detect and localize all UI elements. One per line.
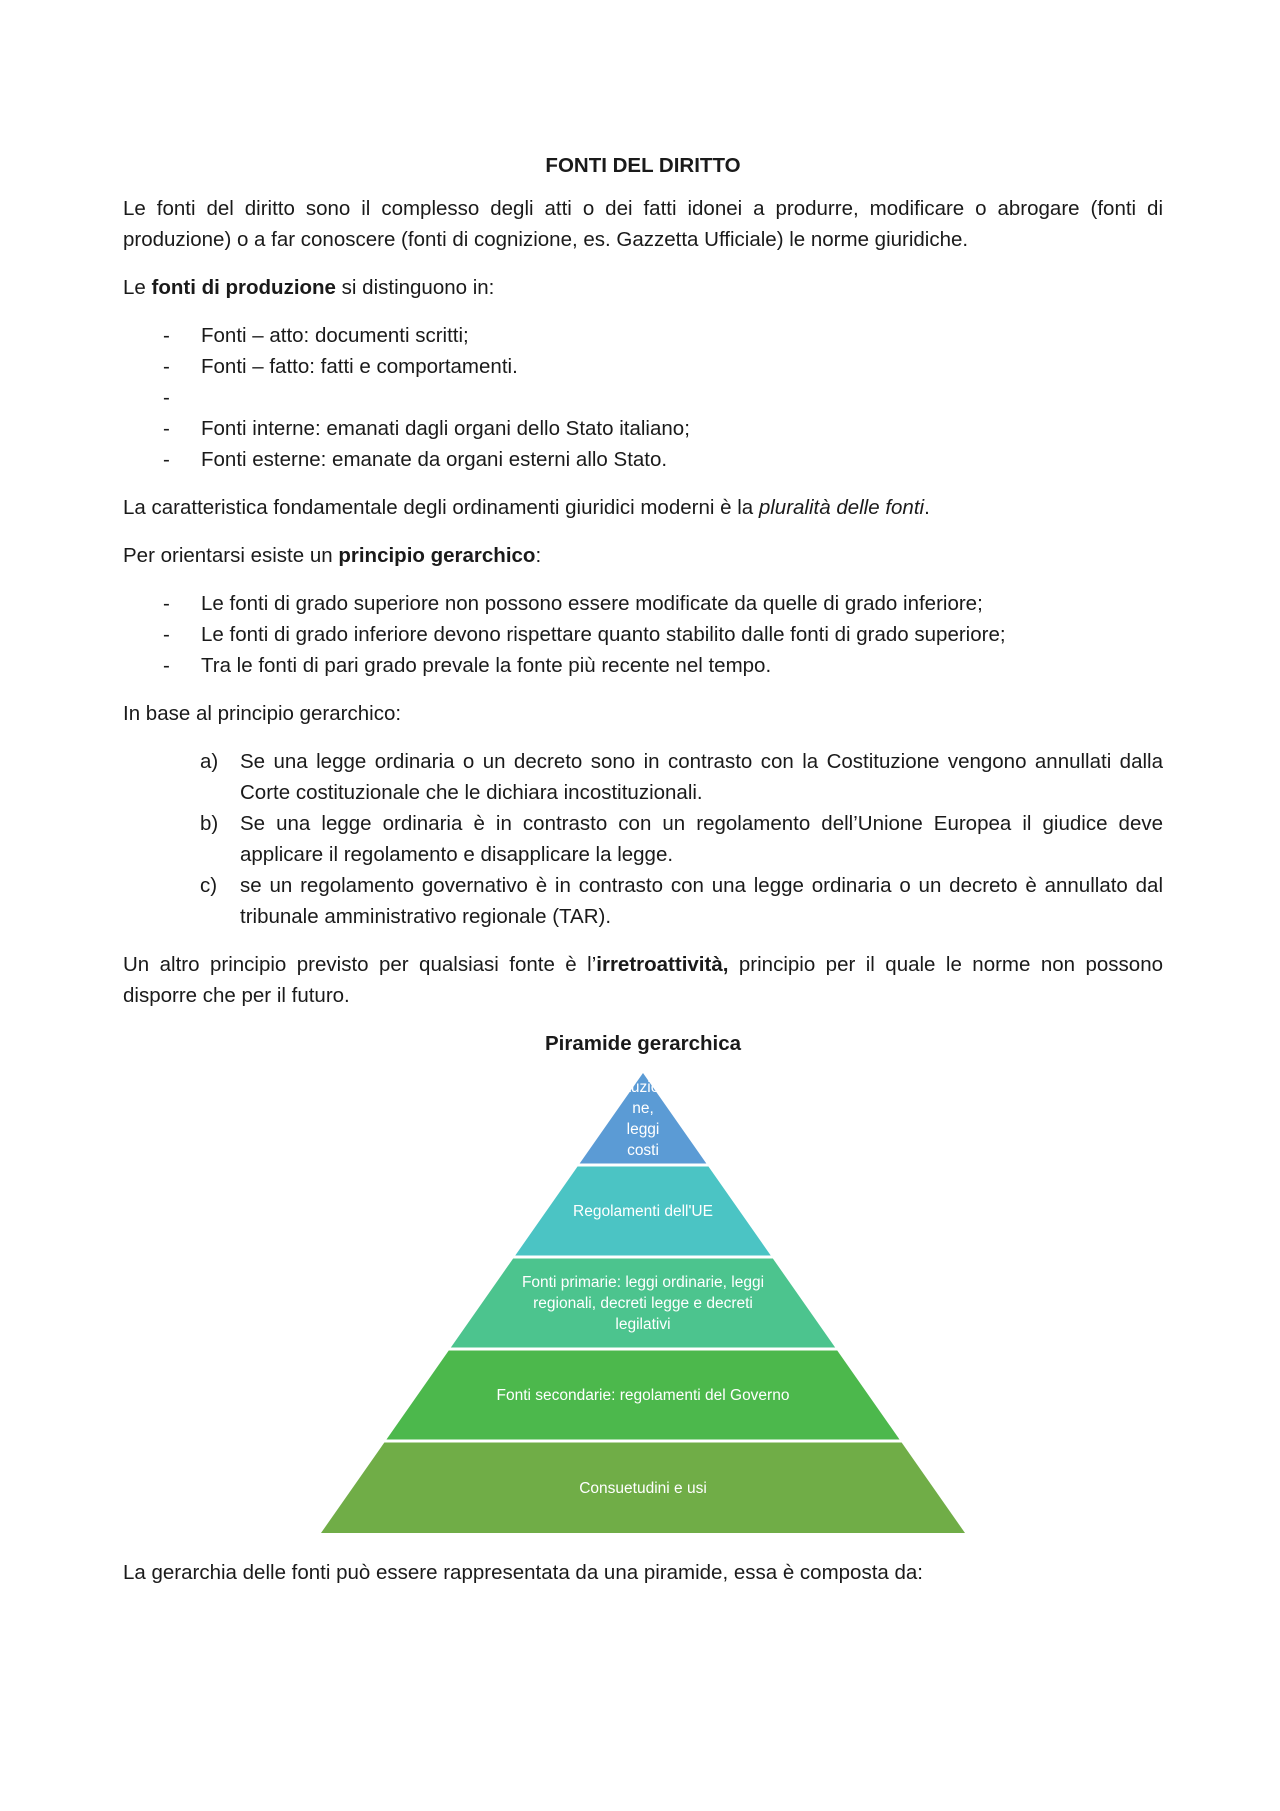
list-item: - Le fonti di grado superiore non possono essere modificate da quelle di grado inferiore;	[123, 588, 1163, 619]
irretroactivity-paragraph: Un altro principio previsto per qualsiasi fonte è l’irretroattività, principio per il quale le norme non possono disporre che per il futuro.	[123, 953, 1164, 1007]
consequences-lead: In base al principio gerarchico:	[123, 702, 402, 725]
pyramid-title: Piramide gerarchica	[545, 1032, 741, 1055]
production-list-atto-fatto	[123, 320, 1163, 475]
closing-paragraph: La gerarchia delle fonti può essere rappresentata da una piramide, essa è composta da:	[123, 1561, 924, 1584]
page-title: FONTI DEL DIRITTO	[545, 154, 741, 177]
production-lead: Le fonti di produzione si distinguono in:	[123, 276, 495, 299]
hierarchy-lead: Per orientarsi esiste un principio gerarchico:	[123, 544, 542, 567]
pyramid-level-label: legilativi	[615, 1316, 671, 1333]
plurality-paragraph: La caratteristica fondamentale degli ordinamenti giuridici moderni è la pluralità delle fonti.	[123, 496, 930, 519]
list-item: - Fonti – atto: documenti scritti;	[123, 320, 1163, 351]
pyramid-level-label: tuzio	[626, 1078, 660, 1096]
list-spacer	[123, 382, 1163, 413]
pyramid-level-label: ne,	[632, 1099, 654, 1117]
list-item: b) Se una legge ordinaria è in contrasto con un regolamento dell’Unione Europea il giudice deve applicare il regolamento e disapplicare la legge.	[200, 812, 1163, 866]
list-item: - Fonti – fatto: fatti e comportamenti.	[123, 351, 1163, 382]
list-item: - Tra le fonti di pari grado prevale la fonte più recente nel tempo.	[123, 650, 1163, 681]
list-item: c) se un regolamento governativo è in contrasto con una legge ordinaria o un decreto è annullato dal tribunale amministrativo regionale (TAR).	[200, 874, 1163, 928]
list-item: - Fonti esterne: emanate da organi esterni allo Stato.	[123, 444, 1163, 475]
pyramid-graphic	[123, 1067, 1163, 1537]
pyramid-level-label: Fonti primarie: leggi ordinarie, leggi	[521, 1274, 765, 1291]
pyramid-level-label: Consuetudini e usi	[579, 1479, 707, 1497]
list-item: - Le fonti di grado inferiore devono rispettare quanto stabilito dalle fonti di grado superiore;	[123, 619, 1163, 650]
intro-paragraph: Le fonti del diritto sono il complesso degli atti o dei fatti idonei a produrre, modificare o abrogare (fonti di produzione) o a far conoscere (fonti di cognizione, es. Gazzetta Ufficiale) le norme giuridiche.	[123, 197, 1163, 251]
hierarchy-list	[123, 588, 1163, 681]
list-item: - Fonti interne: emanati dagli organi dello Stato italiano;	[123, 413, 1163, 444]
pyramid-level-label: Fonti secondarie: regolamenti del Governo	[496, 1387, 790, 1404]
list-item: a) Se una legge ordinaria o un decreto sono in contrasto con la Costituzione vengono annullati dalla Corte costituzionale che le dichiara incostituzionali.	[200, 750, 1163, 804]
document-page	[123, 150, 1163, 1605]
consequences-list	[123, 746, 1163, 932]
pyramid-level-label: regionali, decreti legge e decreti	[533, 1295, 753, 1312]
hierarchy-pyramid	[123, 1067, 1163, 1537]
pyramid-level-label: Regolamenti dell'UE	[573, 1203, 713, 1220]
pyramid-level-label: leggi	[626, 1120, 660, 1138]
pyramid-level-label: costi	[627, 1141, 659, 1159]
